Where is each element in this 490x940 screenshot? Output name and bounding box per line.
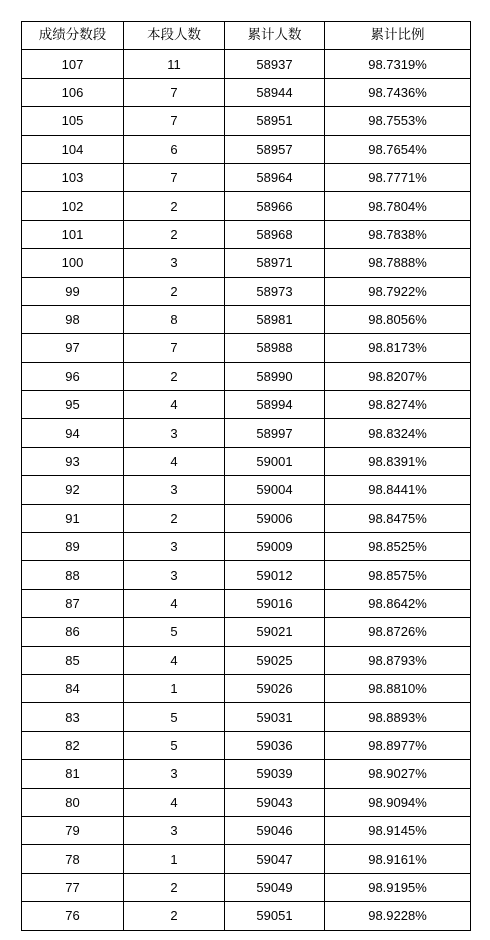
cell-cumulative-count: 58973: [225, 277, 325, 305]
cell-segment-count: 7: [124, 107, 225, 135]
cell-score: 83: [22, 703, 124, 731]
table-row: [22, 788, 471, 816]
cell-cumulative-ratio: 98.7922%: [325, 277, 471, 305]
cell-segment-count: 2: [124, 504, 225, 532]
cell-cumulative-count: 59043: [225, 788, 325, 816]
cell-cumulative-ratio: 98.7888%: [325, 249, 471, 277]
cell-cumulative-count: 58988: [225, 334, 325, 362]
cell-score: 80: [22, 788, 124, 816]
cell-cumulative-count: 58997: [225, 419, 325, 447]
table-row: [22, 760, 471, 788]
cell-cumulative-ratio: 98.7804%: [325, 192, 471, 220]
cell-cumulative-count: 58990: [225, 362, 325, 390]
cell-cumulative-count: 58937: [225, 50, 325, 78]
cell-cumulative-ratio: 98.9195%: [325, 873, 471, 901]
cell-cumulative-ratio: 98.8575%: [325, 561, 471, 589]
cell-segment-count: 1: [124, 845, 225, 873]
cell-segment-count: 5: [124, 731, 225, 759]
cell-score: 81: [22, 760, 124, 788]
table-row: [22, 50, 471, 78]
cell-score: 102: [22, 192, 124, 220]
cell-cumulative-count: 58968: [225, 220, 325, 248]
cell-cumulative-ratio: 98.8726%: [325, 618, 471, 646]
table-row: [22, 135, 471, 163]
cell-cumulative-count: 59016: [225, 589, 325, 617]
header-score-range: 成绩分数段: [22, 22, 124, 50]
table-row: [22, 419, 471, 447]
table-row: [22, 362, 471, 390]
table-row: [22, 305, 471, 333]
table-body: [22, 50, 471, 930]
cell-segment-count: 3: [124, 816, 225, 844]
table-row: [22, 589, 471, 617]
cell-cumulative-count: 59039: [225, 760, 325, 788]
cell-cumulative-ratio: 98.8525%: [325, 533, 471, 561]
cell-cumulative-count: 59009: [225, 533, 325, 561]
cell-cumulative-count: 58981: [225, 305, 325, 333]
table-row: [22, 561, 471, 589]
table-row: [22, 902, 471, 930]
cell-score: 78: [22, 845, 124, 873]
cell-segment-count: 8: [124, 305, 225, 333]
cell-cumulative-ratio: 98.9161%: [325, 845, 471, 873]
cell-segment-count: 2: [124, 192, 225, 220]
cell-cumulative-ratio: 98.8441%: [325, 476, 471, 504]
table-row: [22, 476, 471, 504]
cell-segment-count: 7: [124, 78, 225, 106]
cell-cumulative-count: 58957: [225, 135, 325, 163]
table-row: [22, 220, 471, 248]
cell-segment-count: 11: [124, 50, 225, 78]
cell-cumulative-count: 59026: [225, 674, 325, 702]
cell-segment-count: 2: [124, 220, 225, 248]
cell-cumulative-count: 58964: [225, 163, 325, 191]
header-row: [22, 22, 471, 50]
cell-cumulative-ratio: 98.8642%: [325, 589, 471, 617]
table-row: [22, 674, 471, 702]
cell-score: 105: [22, 107, 124, 135]
cell-segment-count: 3: [124, 760, 225, 788]
cell-cumulative-ratio: 98.8173%: [325, 334, 471, 362]
cell-segment-count: 5: [124, 618, 225, 646]
table-row: [22, 107, 471, 135]
cell-score: 106: [22, 78, 124, 106]
cell-cumulative-count: 59046: [225, 816, 325, 844]
cell-segment-count: 3: [124, 533, 225, 561]
cell-score: 92: [22, 476, 124, 504]
table-row: [22, 873, 471, 901]
cell-score: 100: [22, 249, 124, 277]
cell-score: 97: [22, 334, 124, 362]
cell-segment-count: 5: [124, 703, 225, 731]
table-row: [22, 192, 471, 220]
cell-segment-count: 3: [124, 249, 225, 277]
cell-score: 87: [22, 589, 124, 617]
table-row: [22, 334, 471, 362]
score-distribution-table: [21, 21, 471, 931]
cell-cumulative-ratio: 98.7654%: [325, 135, 471, 163]
table-row: [22, 504, 471, 532]
table-row: [22, 816, 471, 844]
table-row: [22, 703, 471, 731]
cell-score: 86: [22, 618, 124, 646]
cell-segment-count: 4: [124, 447, 225, 475]
cell-cumulative-ratio: 98.7319%: [325, 50, 471, 78]
cell-cumulative-ratio: 98.7771%: [325, 163, 471, 191]
cell-cumulative-ratio: 98.8893%: [325, 703, 471, 731]
cell-cumulative-count: 59031: [225, 703, 325, 731]
cell-cumulative-ratio: 98.9145%: [325, 816, 471, 844]
cell-score: 99: [22, 277, 124, 305]
cell-cumulative-count: 59004: [225, 476, 325, 504]
cell-score: 96: [22, 362, 124, 390]
table-row: [22, 447, 471, 475]
cell-score: 76: [22, 902, 124, 930]
header-segment-count: 本段人数: [124, 22, 225, 50]
cell-cumulative-count: 59049: [225, 873, 325, 901]
cell-cumulative-count: 58944: [225, 78, 325, 106]
cell-cumulative-count: 59006: [225, 504, 325, 532]
cell-cumulative-ratio: 98.8207%: [325, 362, 471, 390]
cell-score: 79: [22, 816, 124, 844]
cell-score: 84: [22, 674, 124, 702]
cell-cumulative-ratio: 98.8977%: [325, 731, 471, 759]
cell-cumulative-ratio: 98.8475%: [325, 504, 471, 532]
cell-score: 107: [22, 50, 124, 78]
cell-score: 89: [22, 533, 124, 561]
cell-cumulative-ratio: 98.9228%: [325, 902, 471, 930]
cell-cumulative-ratio: 98.9094%: [325, 788, 471, 816]
cell-segment-count: 4: [124, 391, 225, 419]
cell-score: 95: [22, 391, 124, 419]
cell-segment-count: 3: [124, 419, 225, 447]
cell-cumulative-count: 59021: [225, 618, 325, 646]
cell-segment-count: 2: [124, 277, 225, 305]
table-row: [22, 731, 471, 759]
cell-cumulative-count: 59047: [225, 845, 325, 873]
table-row: [22, 533, 471, 561]
table-row: [22, 391, 471, 419]
table-row: [22, 163, 471, 191]
table-row: [22, 845, 471, 873]
cell-segment-count: 4: [124, 589, 225, 617]
cell-cumulative-count: 59001: [225, 447, 325, 475]
cell-score: 82: [22, 731, 124, 759]
cell-segment-count: 2: [124, 902, 225, 930]
header-cumulative-ratio: 累计比例: [325, 22, 471, 50]
table-row: [22, 78, 471, 106]
cell-cumulative-ratio: 98.8391%: [325, 447, 471, 475]
table-header: [22, 22, 471, 50]
table-row: [22, 277, 471, 305]
cell-cumulative-count: 59025: [225, 646, 325, 674]
cell-cumulative-ratio: 98.8324%: [325, 419, 471, 447]
cell-cumulative-count: 59051: [225, 902, 325, 930]
cell-cumulative-count: 58971: [225, 249, 325, 277]
cell-segment-count: 2: [124, 362, 225, 390]
cell-cumulative-count: 58951: [225, 107, 325, 135]
cell-segment-count: 4: [124, 788, 225, 816]
table-row: [22, 249, 471, 277]
cell-score: 94: [22, 419, 124, 447]
cell-cumulative-ratio: 98.8056%: [325, 305, 471, 333]
cell-cumulative-ratio: 98.8793%: [325, 646, 471, 674]
cell-score: 93: [22, 447, 124, 475]
cell-cumulative-count: 59012: [225, 561, 325, 589]
cell-segment-count: 3: [124, 476, 225, 504]
cell-segment-count: 7: [124, 334, 225, 362]
cell-cumulative-ratio: 98.9027%: [325, 760, 471, 788]
cell-score: 103: [22, 163, 124, 191]
cell-score: 85: [22, 646, 124, 674]
cell-cumulative-ratio: 98.7553%: [325, 107, 471, 135]
cell-score: 91: [22, 504, 124, 532]
cell-score: 98: [22, 305, 124, 333]
cell-cumulative-ratio: 98.8810%: [325, 674, 471, 702]
cell-segment-count: 1: [124, 674, 225, 702]
table-row: [22, 646, 471, 674]
cell-cumulative-ratio: 98.8274%: [325, 391, 471, 419]
cell-score: 77: [22, 873, 124, 901]
table-row: [22, 618, 471, 646]
cell-segment-count: 7: [124, 163, 225, 191]
cell-segment-count: 3: [124, 561, 225, 589]
cell-cumulative-count: 59036: [225, 731, 325, 759]
cell-score: 88: [22, 561, 124, 589]
cell-cumulative-count: 58994: [225, 391, 325, 419]
header-cumulative-count: 累计人数: [225, 22, 325, 50]
cell-cumulative-count: 58966: [225, 192, 325, 220]
cell-segment-count: 6: [124, 135, 225, 163]
cell-segment-count: 2: [124, 873, 225, 901]
cell-score: 101: [22, 220, 124, 248]
cell-segment-count: 4: [124, 646, 225, 674]
cell-score: 104: [22, 135, 124, 163]
cell-cumulative-ratio: 98.7838%: [325, 220, 471, 248]
cell-cumulative-ratio: 98.7436%: [325, 78, 471, 106]
